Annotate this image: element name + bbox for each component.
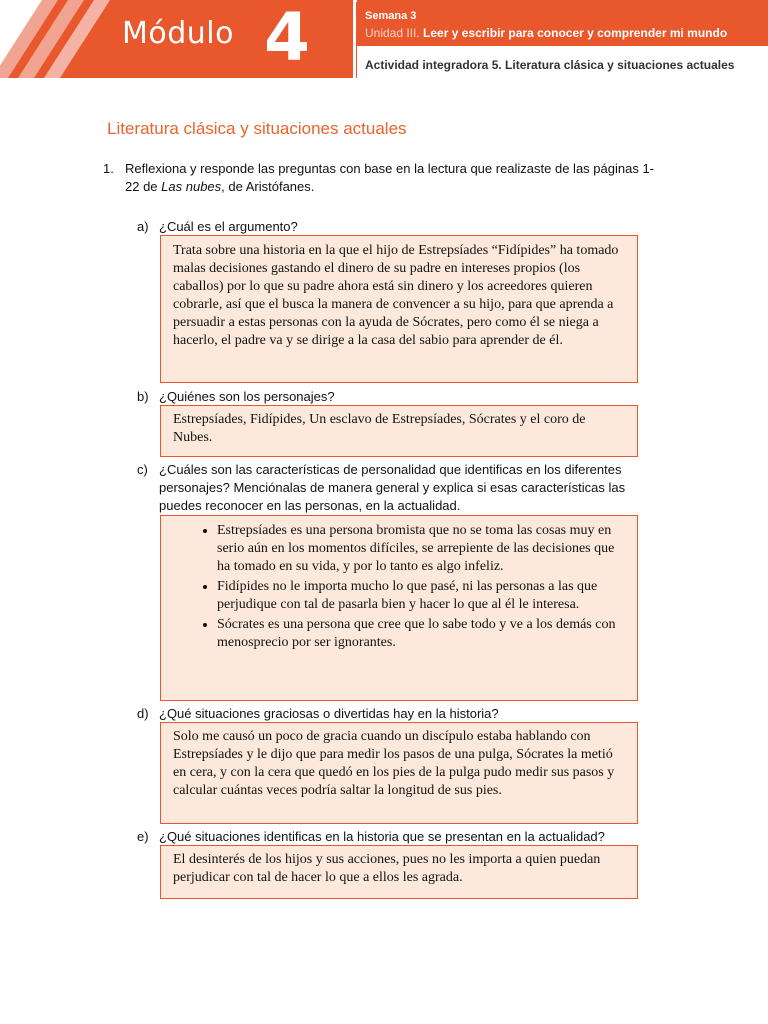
header-divider [356, 2, 357, 78]
answer-box-b[interactable] [160, 405, 638, 457]
question-text [125, 160, 665, 196]
page-title: Literatura clásica y situaciones actuales [107, 119, 407, 138]
subquestion-text: ¿Quiénes son los personajes? [159, 389, 335, 404]
subquestion-text: ¿Qué situaciones identificas en la historia que se presentan en la actualidad? [159, 829, 605, 844]
answer-text: Trata sobre una historia en la que el hijo de Estrepsíades “Fidípides” ha tomado malas decisiones gastando el dinero de su padre en intereses propios (los caballos) por lo que su padre ahora está sin dinero y los acreedores quieren cobrarle, así que el busca la manera de convencer a su hijo, para que aprenda a persuadir a estas personas con la ayuda de Sócrates, pero como él se niega a hacerlo, el padre va y se dirige a la casa del sabio para aprender de él. [173, 243, 619, 348]
question-text-before: Reflexiona y responde las preguntas con base en la lectura que realizaste de las páginas 1-22 de [125, 161, 655, 194]
answer-box-d[interactable] [160, 722, 638, 824]
unit-prefix: Unidad III. [365, 26, 420, 40]
subquestion-letter: a) [137, 219, 149, 234]
answer-text: Solo me causó un poco de gracia cuando un discípulo estaba hablando con Estrepsíades y le dijo que para medir los pasos de una pulga, Sócrates la metió en cera, y con la cera que quedó en los pies de la pulga pudo medir sus pasos y calcular cuántas veces podría saltar la longitud de sus pies. [173, 729, 615, 798]
module-label: Módulo [122, 16, 234, 51]
week-label: Semana 3 [365, 10, 417, 22]
module-number: 4 [264, 0, 310, 76]
question-text-after: , de Aristófanes. [221, 179, 315, 194]
answer-text: El desinterés de los hijos y sus acciones, pues no les importa a quien puedan perjudicar con tal de hacer lo que a ellos les agrada. [173, 852, 601, 885]
subquestion-letter: d) [137, 706, 149, 721]
answer-box-e[interactable] [160, 845, 638, 899]
subquestion-letter: b) [137, 389, 149, 404]
answer-box-c[interactable] [160, 515, 638, 701]
answer-bullet-item: • Sócrates es una persona que cree que lo sabe todo y ve a los demás con menosprecio por ser ignorantes. [217, 616, 625, 652]
activity-title: Actividad integradora 5. Literatura clásica y situaciones actuales [365, 58, 735, 72]
answer-text: Estrepsíades, Fidípides, Un esclavo de Estrepsíades, Sócrates y el coro de Nubes. [173, 412, 586, 445]
subquestion-letter: e) [137, 829, 149, 844]
unit-line [365, 26, 727, 40]
answer-bullet-list [173, 522, 625, 652]
unit-title: Leer y escribir para conocer y comprender mi mundo [423, 26, 728, 40]
answer-bullet-item: • Estrepsíades es una persona bromista que no se toma las cosas muy en serio aún en los momentos difíciles, se arrepiente de las decisiones que ha tomado en su vida, y por lo tanto es algo infeliz. [217, 522, 625, 576]
subquestion-text: ¿Qué situaciones graciosas o divertidas hay en la historia? [159, 706, 499, 721]
subquestion-text: ¿Cuáles son las características de personalidad que identificas en los diferentes personajes? Menciónalas de manera general y explica si esas características las puedes reconocer en las personas, en la actualidad. [159, 462, 626, 513]
book-title: Las nubes [161, 179, 222, 194]
answer-bullet-item: • Fidípides no le importa mucho lo que pasé, ni las personas a las que perjudique con tal de pasarla bien y hacer lo que al él le interesa. [217, 578, 625, 614]
subquestion-text: ¿Cuál es el argumento? [159, 219, 298, 234]
answer-box-a[interactable] [160, 235, 638, 383]
question-number: 1. [103, 161, 114, 176]
subquestion-letter: c) [137, 462, 148, 477]
